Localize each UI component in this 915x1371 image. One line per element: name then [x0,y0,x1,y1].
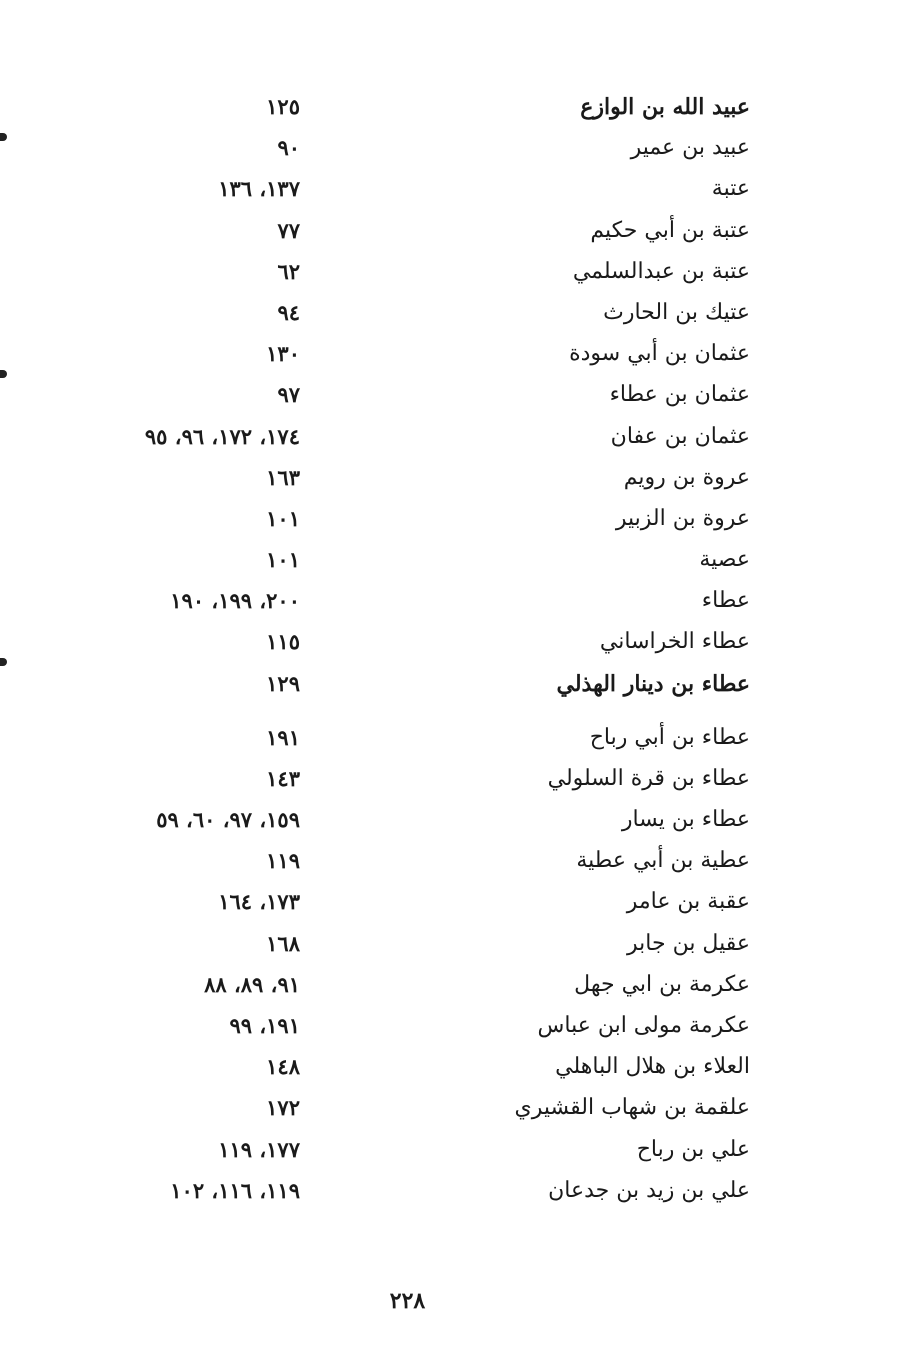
entry-pages: ١٥٩، ٩٧، ٦٠، ٥٩ [156,807,300,832]
entry-pages: ١٩١ [266,724,300,750]
index-entry [100,1044,750,1085]
entry-pages: ٩١، ٨٩، ٨٨ [204,971,300,997]
index-entry [100,331,750,372]
entry-pages: ٩٠ [277,135,300,161]
entry-name: عكرمة بن ابي جهل [574,971,750,997]
entry-name: عطاء بن أبي رباح [589,724,750,750]
entry-name: عقبة بن عامر [626,889,750,915]
entry-name: عطاء بن قرة السلولي [547,765,750,791]
entry-name: علي بن رباح [636,1136,750,1162]
index-entry [100,962,750,1003]
entry-name: العلاء بن هلال الباهلي [555,1054,750,1080]
page-number: ٢٢٨ [389,1288,426,1314]
index-entry [100,372,750,413]
index-entry [100,838,750,879]
entry-name: علقمة بن شهاب القشيري [514,1095,750,1121]
entry-pages: ١١٩ [266,848,300,874]
entry-pages: ١٠١ [266,547,300,573]
entry-pages: ١٦٣ [266,464,300,490]
index-entry [100,496,750,537]
entry-pages: ٢٠٠، ١٩٩، ١٩٠ [170,588,300,614]
entry-pages: ١٤٨ [266,1054,300,1080]
entry-pages: ١٧٧، ١١٩ [218,1136,300,1162]
index-entry [100,84,750,125]
entry-pages: ١٦٨ [266,930,300,956]
edge-mark-bottom [0,658,7,666]
entry-pages: ١٢٥ [266,94,300,119]
entry-pages: ١٢٩ [266,670,300,696]
index-entry [100,208,750,249]
entry-name: عطاء الخراساني [599,629,750,655]
entry-name: عتبة بن عبدالسلمي [572,258,750,284]
entry-name: عطية بن أبي عطية [576,848,750,874]
entry-name: عثمان بن أبي سودة [569,341,750,367]
index-entry [100,290,750,331]
index-entry [100,249,750,290]
entry-name: عصية [699,547,750,573]
index-entry [100,1127,750,1168]
entry-name: عكرمة مولى ابن عباس [537,1012,750,1038]
index-entry [100,619,750,660]
entry-name: عقيل بن جابر [627,930,750,956]
entry-pages: ١٧٢ [266,1095,300,1121]
entry-pages: ١٧٣، ١٦٤ [218,889,300,915]
entry-pages: ١١٩، ١١٦، ١٠٢ [170,1177,300,1203]
entry-name: عروة بن الزبير [615,505,750,531]
index-entry [100,414,750,455]
entry-pages: ٩٤ [277,299,300,325]
index-entry [100,661,750,715]
entry-name: عطاء بن دينار الهذلي [556,670,750,697]
entry-pages: ١٠١ [266,505,300,531]
edge-mark-middle [0,370,7,378]
entry-pages: ٧٧ [277,217,300,243]
index-entry [100,537,750,578]
entry-pages: ١٤٣ [266,765,300,791]
entry-name: عتيك بن الحارث [603,299,750,325]
entry-name: علي بن زيد بن جدعان [548,1177,750,1203]
entry-pages: ١٩١، ٩٩ [229,1012,300,1038]
entry-name: عروة بن رويم [623,464,750,490]
entry-pages: ٦٢ [277,258,300,284]
index-entry [100,1003,750,1044]
entry-name: عبيد الله بن الوازع [580,94,750,120]
index-entry [100,166,750,207]
index-entry [100,797,750,838]
entry-pages: ١٣٧، ١٣٦ [218,176,300,202]
entry-pages: ١١٥ [266,629,300,655]
index-entry [100,578,750,619]
entry-name: عثمان بن عطاء [609,382,750,408]
index-entry [100,1168,750,1209]
entry-pages: ٩٧ [277,382,300,408]
entry-name: عطاء [701,588,750,614]
index-entry [100,756,750,797]
index-entry [100,455,750,496]
entry-name: عتبة بن أبي حكيم [590,217,750,243]
entry-name: عثمان بن عفان [610,423,750,449]
index-entry [100,125,750,166]
edge-mark-top [0,133,7,141]
index-entry [100,921,750,962]
index-entry [100,879,750,920]
entry-name: عبيد بن عمير [630,135,750,161]
entry-name: عطاء بن يسار [621,807,750,832]
entry-pages: ١٣٠ [266,341,300,367]
name-index-list [100,84,750,1209]
entry-name: عتبة [711,176,750,202]
index-entry [100,1085,750,1126]
index-entry [100,715,750,756]
entry-pages: ١٧٤، ١٧٢، ٩٦، ٩٥ [144,423,300,449]
